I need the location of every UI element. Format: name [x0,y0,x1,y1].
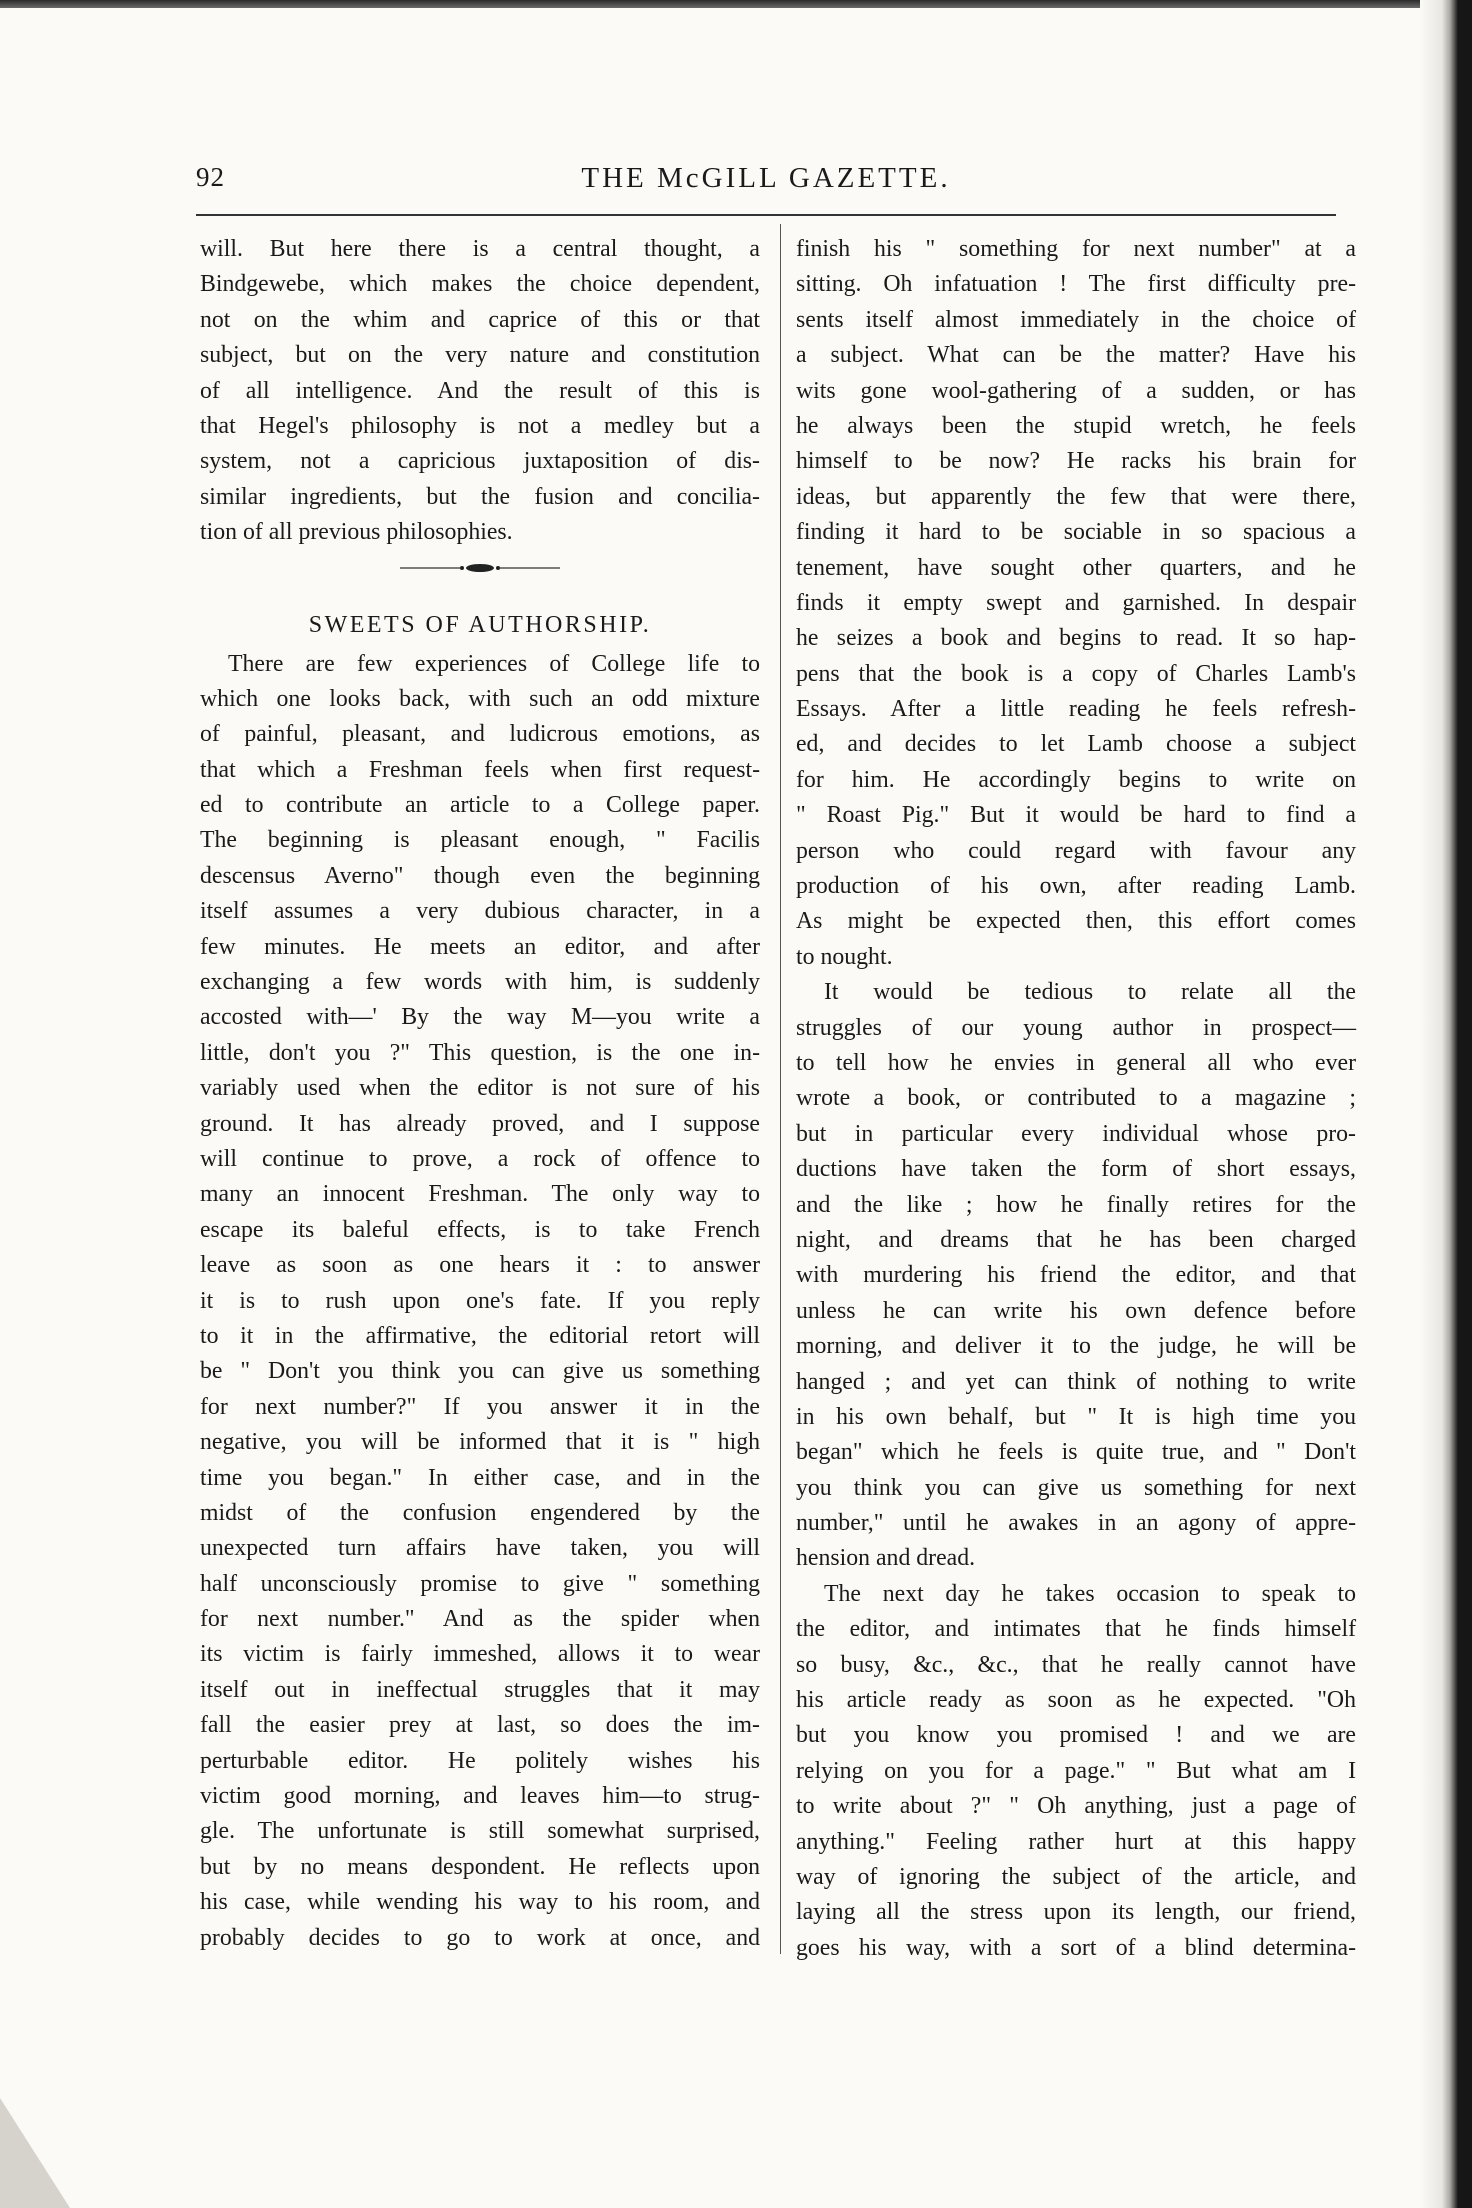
text-line: The next day he takes occasion to speak to [824,1580,1356,1607]
right-column [796,232,1356,1966]
text-line: hanged ; and yet can think of nothing to write [796,1368,1356,1395]
ornament-divider-icon [380,561,580,575]
page-edge-shadow [1420,0,1472,2208]
text-line: to it in the affirmative, the editorial retort will [200,1322,760,1349]
text-line: midst of the confusion engendered by the [200,1499,760,1526]
text-line: unexpected turn affairs have taken, you will [200,1535,760,1562]
page-number: 92 [196,162,225,192]
text-line: his article ready as soon as he expected. "Oh [796,1687,1356,1714]
text-line: tenement, have sought other quarters, and he [796,554,1356,581]
text-line: laying all the stress upon its length, our friend, [796,1899,1356,1926]
text-line: relying on you for a page." " But what am I [796,1757,1356,1784]
section-heading: SWEETS OF AUTHORSHIP. [308,611,652,638]
scan-border-top [0,0,1472,8]
text-line: itself assumes a very dubious character, in a [200,898,760,925]
text-line: hension and dread. [796,1545,976,1572]
left-column [200,232,760,1956]
text-line: accosted with—' By the way M—you write a [200,1004,760,1031]
article-paragraph [200,647,760,1956]
text-line: It would be tedious to relate all the [824,979,1356,1006]
text-line: ground. It has already proved, and I suppose [200,1110,760,1137]
text-line: fall the easier prey at last, so does the im- [200,1712,760,1739]
text-line: that Hegel's philosophy is not a medley but a [200,412,760,439]
text-line: production of his own, after reading Lamb. [796,873,1356,900]
text-line: will continue to prove, a rock of offence to [200,1145,760,1172]
text-line: " Roast Pig." But it would be hard to find a [796,802,1356,829]
text-line: number," until he awakes in an agony of appre- [796,1510,1356,1537]
text-line: itself out in ineffectual struggles that it may [200,1676,760,1703]
text-line: anything." Feeling rather hurt at this happy [796,1828,1356,1855]
text-line: ed, and decides to let Lamb choose a subject [796,731,1356,758]
text-line: night, and dreams that he has been charged [796,1226,1356,1253]
text-line: way of ignoring the subject of the article, and [796,1863,1356,1890]
text-line: system, not a capricious juxtaposition of dis- [200,448,760,475]
intro-paragraph [200,232,760,551]
text-line: it is to rush upon one's fate. If you reply [200,1287,760,1314]
text-line: perturbable editor. He politely wishes his [200,1747,760,1774]
text-line: half unconsciously promise to give " something [200,1570,760,1597]
text-line: himself to be now? He racks his brain for [796,448,1356,475]
text-line: gle. The unfortunate is still somewhat surprised, [200,1818,760,1845]
text-line: probably decides to go to work at once, and [200,1924,760,1951]
text-line: be " Don't you think you can give us something [200,1358,760,1385]
text-line: little, don't you ?" This question, is the one in- [200,1039,760,1066]
text-line: that which a Freshman feels when first request- [200,756,760,783]
header-rule [196,214,1336,216]
text-line: he always been the stupid wretch, he feels [796,412,1356,439]
text-line: variably used when the editor is not sure of his [200,1075,760,1102]
text-line: Bindgewebe, which makes the choice dependent, [200,271,760,298]
text-line: time you began." In either case, and in the [200,1464,760,1491]
text-line: for next number." And as the spider when [200,1606,760,1633]
running-title: THE McGILL GAZETTE. [581,162,951,194]
text-line: escape its baleful effects, is to take French [200,1216,760,1243]
text-line: victim good morning, and leaves him—to strug- [200,1783,760,1810]
text-line: the editor, and intimates that he finds himself [796,1616,1356,1643]
text-line: wits gone wool-gathering of a sudden, or has [796,377,1356,404]
text-line: not on the whim and caprice of this or that [200,306,760,333]
text-line: which one looks back, with such an odd mixture [200,685,760,712]
text-line: sents itself almost immediately in the choice of [796,306,1356,333]
text-line: The beginning is pleasant enough, " Facilis [200,827,760,854]
text-line: tion of all previous philosophies. [200,519,513,546]
text-line: person who could regard with favour any [796,837,1356,864]
text-line: ductions have taken the form of short essays, [796,1156,1356,1183]
text-line: leave as soon as one hears it : to answer [200,1252,760,1279]
text-line: subject, but on the very nature and constitution [200,342,760,369]
text-line: its victim is fairly immeshed, allows it to wear [200,1641,760,1668]
text-line: began" which he feels is quite true, and " Don't [796,1439,1356,1466]
text-line: ideas, but apparently the few that were there, [796,483,1356,510]
text-line: There are few experiences of College life to [228,650,760,677]
text-line: his case, while wending his way to his room, and [200,1889,760,1916]
text-line: for next number?" If you answer it in the [200,1393,760,1420]
text-line: in his own behalf, but " It is high time you [796,1403,1356,1430]
text-line: and the like ; how he finally retires for the [796,1191,1356,1218]
text-line: finish his " something for next number" at a [796,236,1356,262]
text-line: will. But here there is a central thought, a [200,236,760,262]
text-line: but in particular every individual whose pro- [796,1120,1356,1147]
text-line: a subject. What can be the matter? Have his [796,342,1356,369]
text-line: for him. He accordingly begins to write on [796,766,1356,793]
text-line: of painful, pleasant, and ludicrous emotions, as [200,721,760,748]
text-line: to tell how he envies in general all who ever [796,1049,1356,1076]
text-line: unless he can write his own defence before [796,1297,1356,1324]
text-line: descensus Averno" though even the beginning [200,862,760,889]
section-ornament [200,551,760,597]
text-line: he seizes a book and begins to read. It so hap- [796,625,1356,652]
text-line: goes his way, with a sort of a blind determina- [796,1934,1356,1961]
text-line: of all intelligence. And the result of this is [200,377,760,404]
page-corner-fold [0,2098,70,2208]
text-line: As might be expected then, this effort comes [796,908,1356,935]
text-line: wrote a book, or contributed to a magazine ; [796,1085,1356,1112]
page-header [196,162,1336,202]
text-line: morning, and deliver it to the judge, he will be [796,1333,1356,1360]
text-line: pens that the book is a copy of Charles Lamb's [796,660,1356,687]
text-line: to write about ?" " Oh anything, just a page of [796,1793,1356,1820]
text-line: with murdering his friend the editor, and that [796,1262,1356,1289]
text-line: exchanging a few words with him, is suddenly [200,969,760,996]
text-line: Essays. After a little reading he feels refresh- [796,696,1356,723]
text-line: few minutes. He meets an editor, and after [200,933,760,960]
text-line: finding it hard to be sociable in so spacious a [796,519,1356,546]
text-line: you think you can give us something for next [796,1474,1356,1501]
text-line: to nought. [796,943,893,970]
text-line: similar ingredients, but the fusion and concilia- [200,483,760,510]
text-line: ed to contribute an article to a College paper. [200,792,760,819]
text-line: struggles of our young author in prospect— [796,1014,1356,1041]
text-line: many an innocent Freshman. The only way to [200,1181,760,1208]
text-line: sitting. Oh infatuation ! The first difficulty pre- [796,271,1356,298]
text-line: but you know you promised ! and we are [796,1722,1356,1749]
text-line: so busy, &c., &c., that he really cannot have [796,1651,1356,1678]
column-divider [780,224,781,1954]
text-line: but by no means despondent. He reflects upon [200,1853,760,1880]
text-line: finds it empty swept and garnished. In despair [796,589,1356,616]
text-line: negative, you will be informed that it is " high [200,1429,760,1456]
